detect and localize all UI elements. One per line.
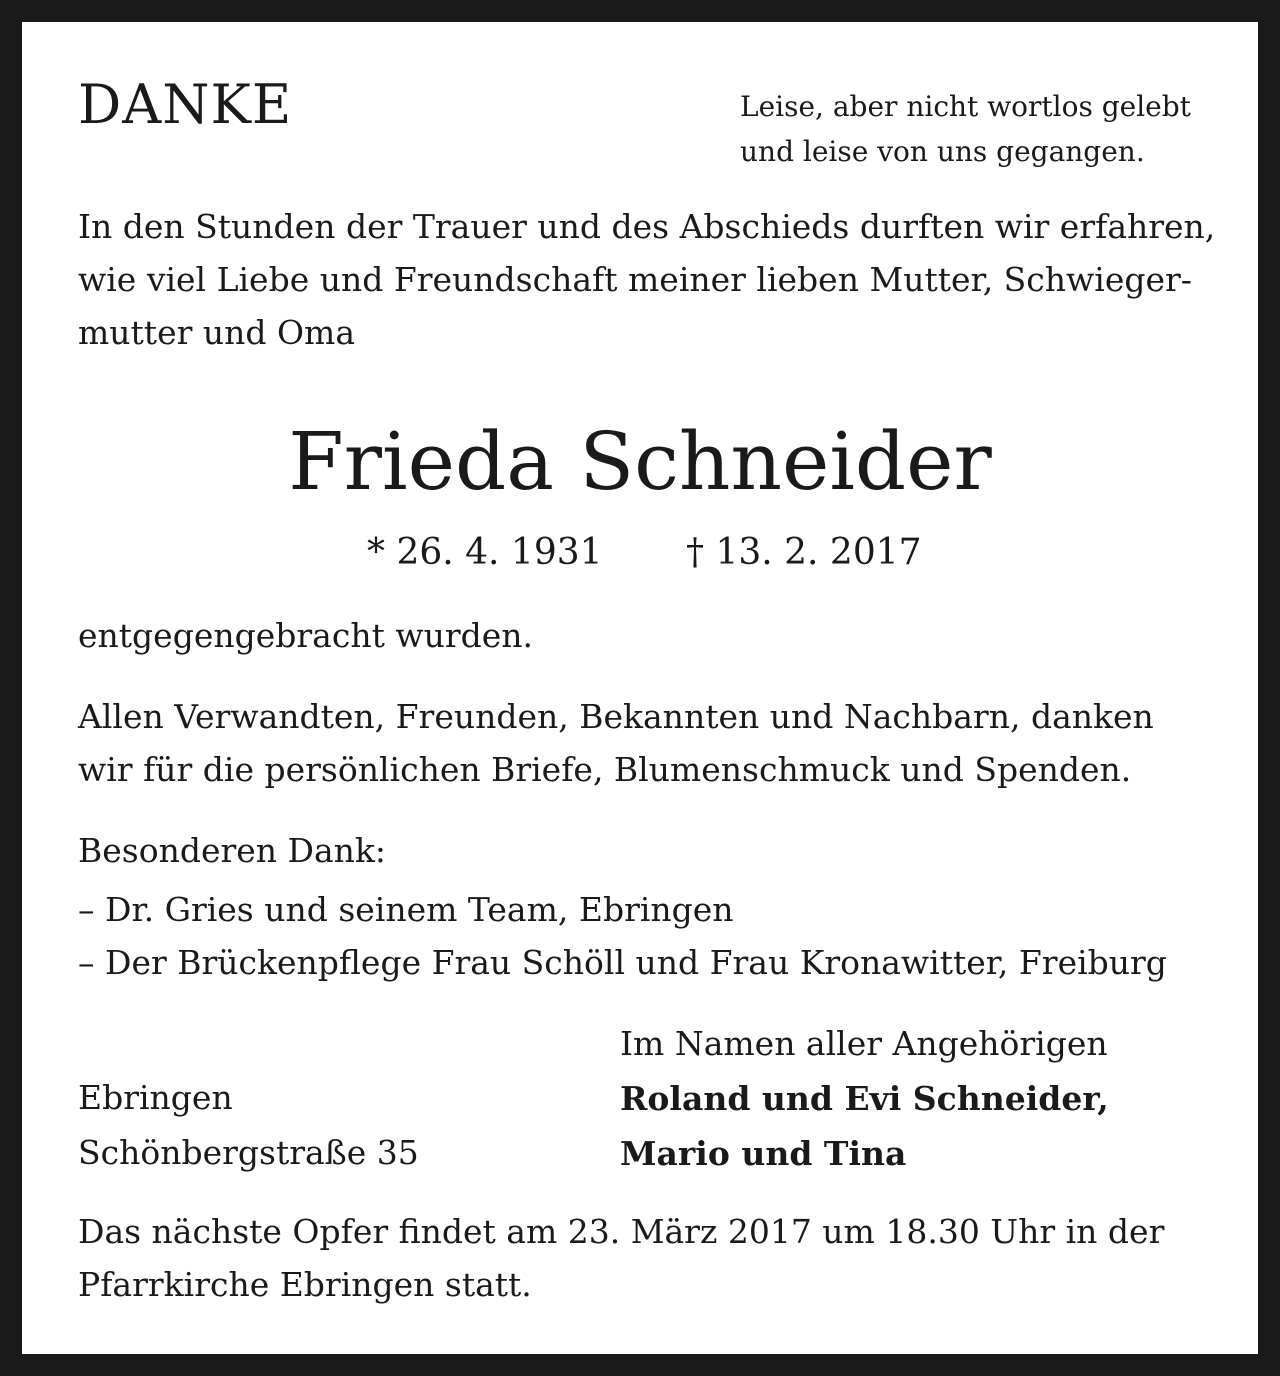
intro-line: mutter und Oma xyxy=(78,313,356,352)
motto-line: und leise von uns gegangen. xyxy=(740,135,1145,168)
motto-line: Leise, aber nicht wortlos gelebt xyxy=(740,90,1191,123)
thanks-paragraph xyxy=(78,690,1154,796)
motto-quote xyxy=(740,84,1191,174)
thanks-line: Allen Verwandten, Freunden, Bekannten und Nachbarn, danken xyxy=(78,697,1154,736)
intro-line: In den Stunden der Trauer und des Abschieds durften wir erfahren, xyxy=(78,207,1216,246)
special-thanks-item: – Dr. Gries und seinem Team, Ebringen xyxy=(78,890,734,929)
notice-line: Pfarrkirche Ebringen statt. xyxy=(78,1265,532,1304)
intro-paragraph xyxy=(78,200,1215,359)
special-thanks-list xyxy=(78,883,1167,989)
death-date: † 13. 2. 2017 xyxy=(686,532,922,573)
thanks-line: wir für die persönlichen Briefe, Blumenschmuck und Spenden. xyxy=(78,750,1132,789)
signature-name: Mario und Tina xyxy=(620,1134,907,1173)
heading-danke: DANKE xyxy=(78,73,293,136)
special-thanks-heading: Besonderen Dank: xyxy=(78,831,387,870)
signature-block xyxy=(620,1016,1109,1181)
special-thanks-item: – Der Brückenpflege Frau Schöll und Frau Kronawitter, Freiburg xyxy=(78,943,1167,982)
birth-date: * 26. 4. 1931 xyxy=(367,532,603,573)
signature-intro: Im Namen aller Angehörigen xyxy=(620,1024,1108,1063)
notice-line: Das nächste Opfer findet am 23. März 2017 um 18.30 Uhr in der xyxy=(78,1212,1165,1251)
signature-name: Roland und Evi Schneider, xyxy=(620,1079,1109,1118)
deceased-name: Frieda Schneider xyxy=(288,415,992,508)
address-street: Schönbergstraße 35 xyxy=(78,1133,419,1172)
obituary-card xyxy=(22,22,1258,1354)
address-block xyxy=(78,1070,419,1180)
intro-line: wie viel Liebe und Freundschaft meiner lieben Mutter, Schwieger- xyxy=(78,260,1192,299)
continuation-text: entgegengebracht wurden. xyxy=(78,616,533,655)
address-town: Ebringen xyxy=(78,1078,233,1117)
service-notice xyxy=(78,1205,1164,1311)
